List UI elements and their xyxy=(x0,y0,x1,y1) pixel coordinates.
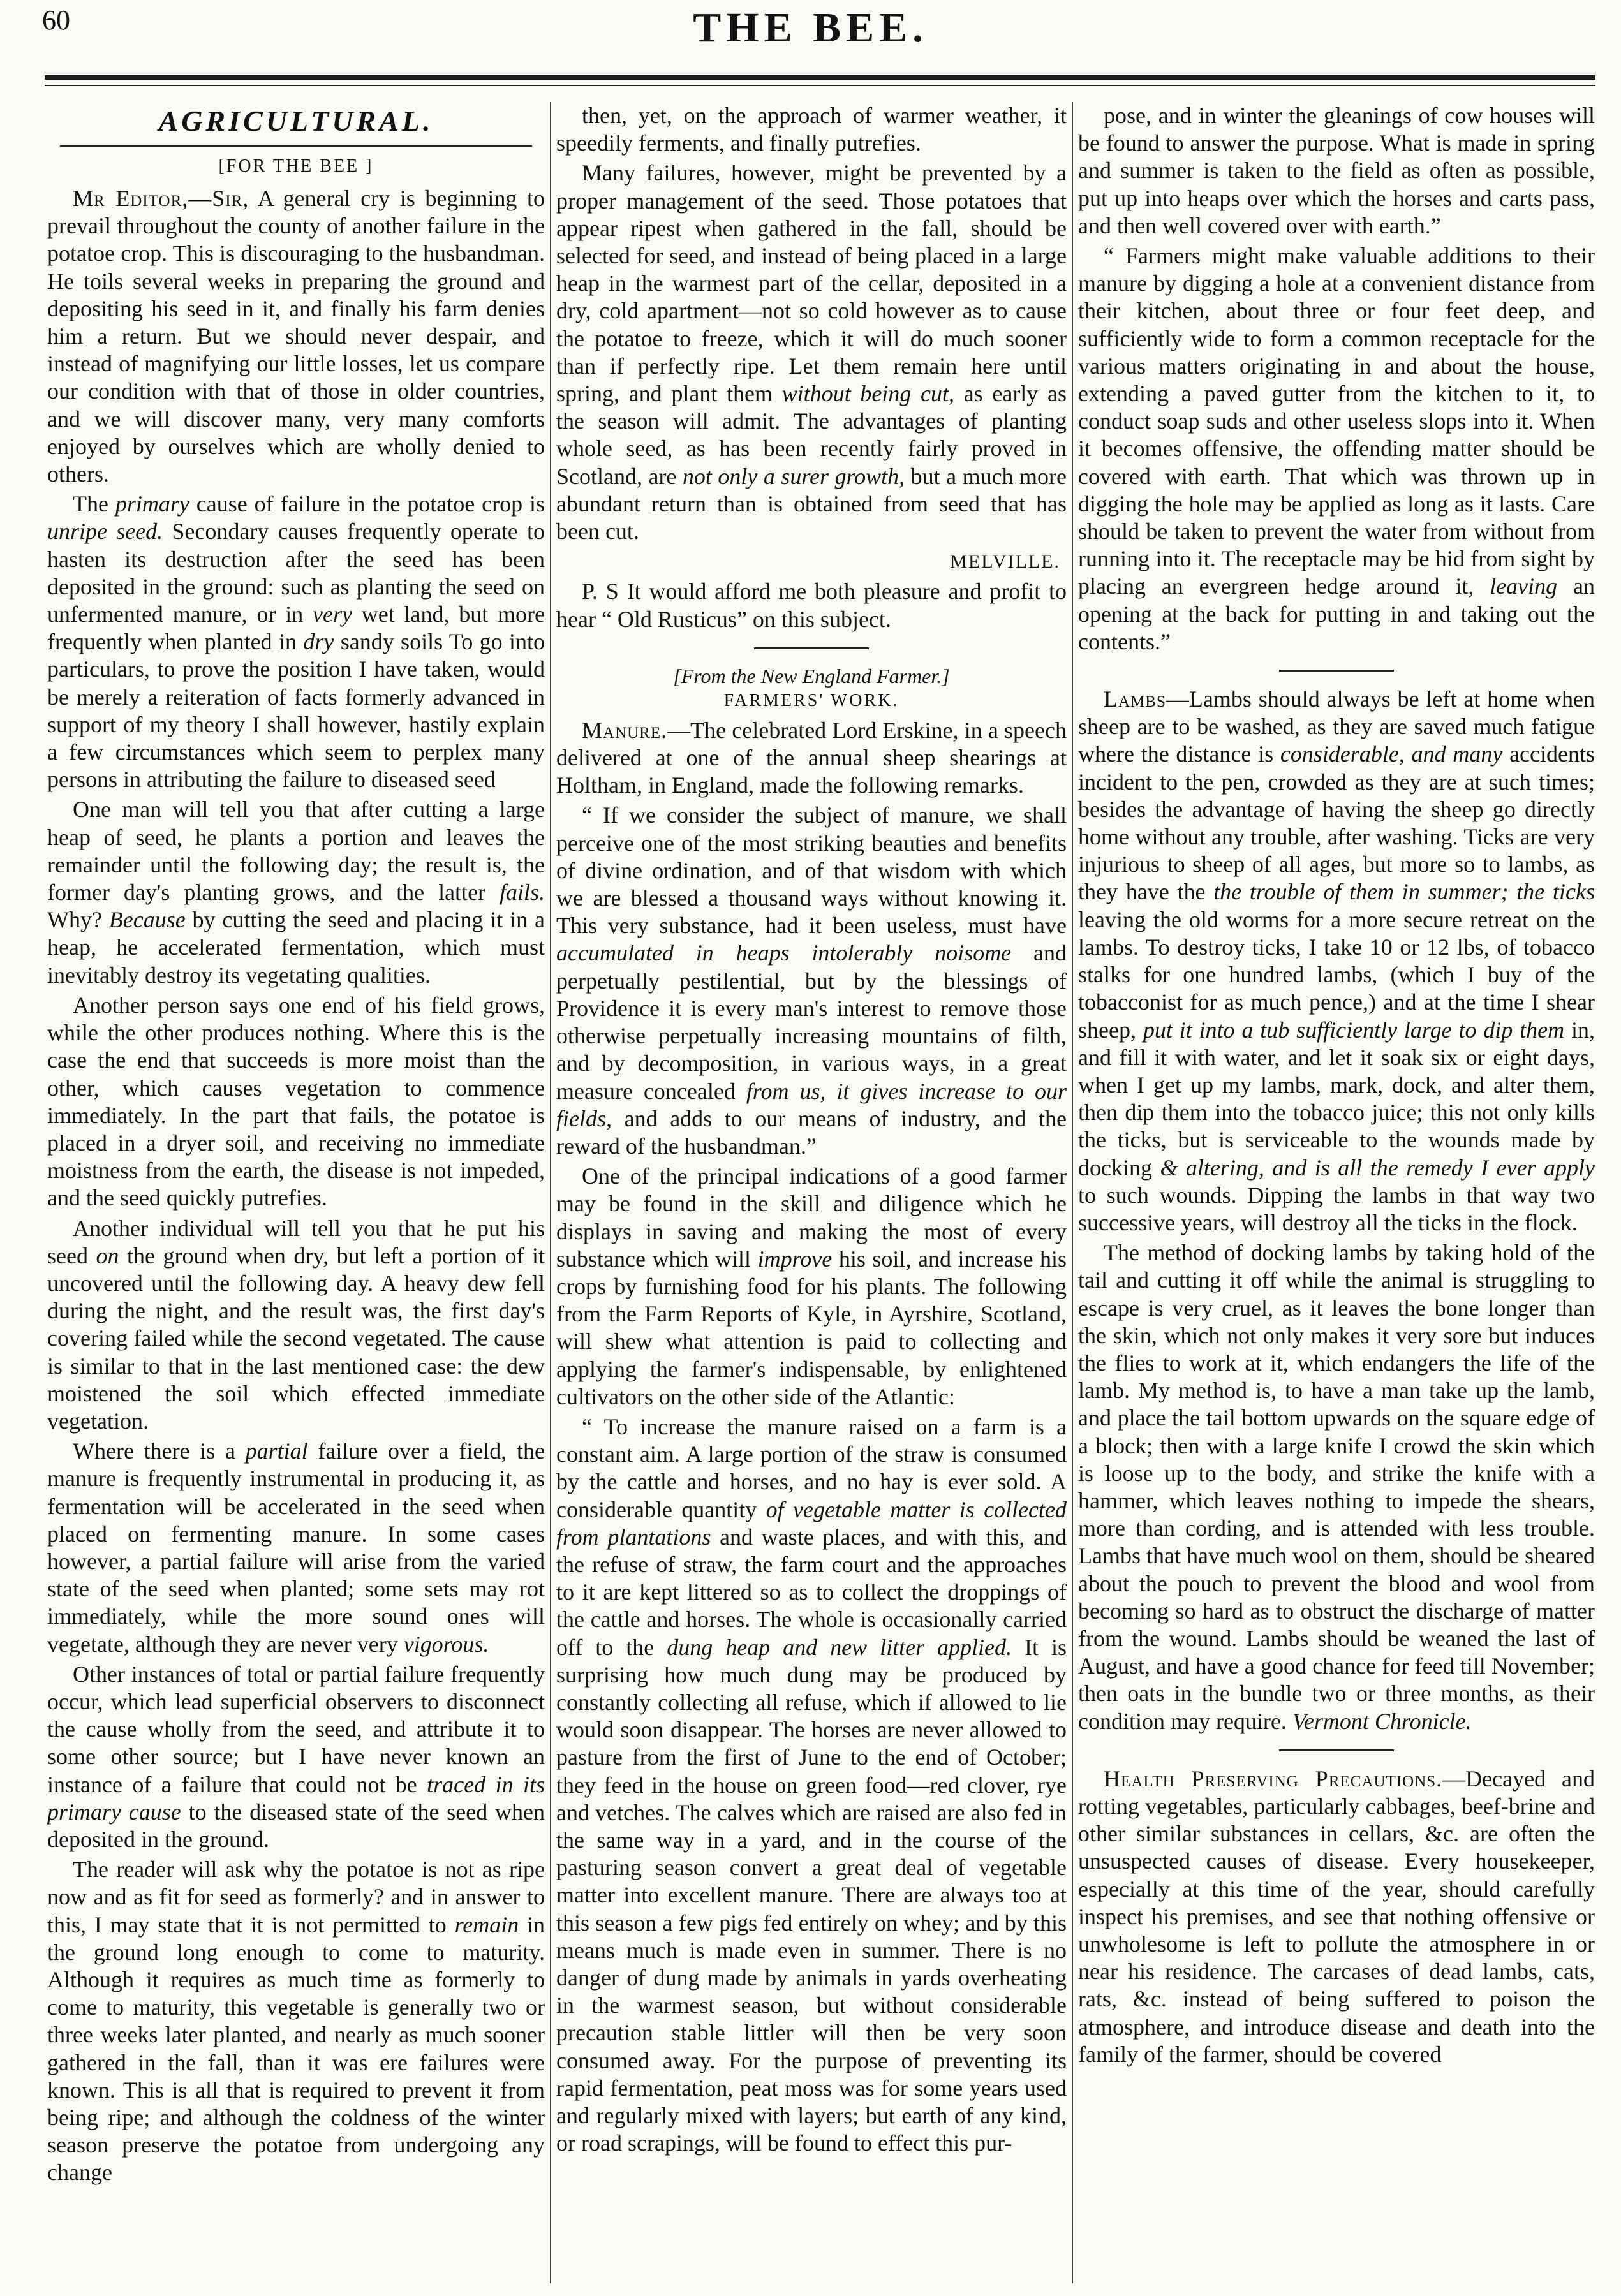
salutation: Mr Editor,—Sir, xyxy=(73,186,249,211)
page-number: 60 xyxy=(42,4,70,36)
section-title-agricultural: AGRICULTURAL. xyxy=(158,105,434,137)
article-divider xyxy=(754,647,869,649)
manure-quote-2: “ To increase the manure raised on a farm is a constant aim. A large portion of the straw is consumed by the cattle and horses, and no hay is ever sold. A considerable quantity of vegetable matter is collected from plantations and waste places, and with this, and the refuse of straw, the farm court and the approaches to it are kept littered so as to collect the droppings of the cattle and horses. The whole is occasionally carried off to the dung heap and new litter applied. It is surprising how much dung may be produced by constantly collecting all refuse, which if allowed to lie would soon disappear. The horses are never allowed to pasture from the first of June to the end of October; they feed in the house on green food—red clover, rye and vetches. The calves which are raised are also fed in the same way in a yard, and in the course of the pasturing season convert a great deal of vegetable matter into excellent manure. There are always too at this season a few pigs fed entirely on whey; and by this means much is made even in summer. There is no danger of dung made by animals in yards overheating in the warmest season, but without considerable precaution stable littler will then be very soon consumed away. For the purpose of preventing its rapid fermentation, peat moss was for some years used and regularly mixed with layers; but earth of any kind, or road scrapings, will be found to effect this pur- xyxy=(556,1413,1067,2156)
letter-paragraph-4: Another person says one end of his field grows, while the other produces nothing. Where this is the case the end that succeeds is more moist than the other, which causes vegetation to commence immediately. In the part that fails, the potatoe is placed in a dryer soil, and receiving no immediate moistness from the earth, the disease is not impeded, and the seed quickly putrefies. xyxy=(47,992,545,1211)
manure-quote-continued: pose, and in winter the gleanings of cow houses will be found to answer the purpose. What is made in spring and summer is taken to the field as often as possible, put up into heaps over which the horses and carts pass, and then well covered over with earth.” xyxy=(1078,103,1595,239)
health-paragraph: Health Preserving Precautions.—Decayed and rotting vegetables, particularly cabbages, beef-brine and other similar substances in cellars, &c. are often the unsuspected causes of disease. Every housekeeper, especially at this time of the year, should carefully inspect his premises, and see that nothing offensive or unwholesome is left to pollute the atmosphere in or near his residence. The carcases of dead lambs, cats, rats, &c. instead of being suffered to poison the atmosphere, and introduce disease and death into the family of the farmer, should be covered xyxy=(1078,1765,1595,2067)
article-divider xyxy=(1279,670,1394,672)
column-divider-1 xyxy=(550,102,551,2283)
manure-paragraph-2: One of the principal indications of a good farmer may be found in the skill and diligence which he displays in saving and making the most of every substance which will improve his soil, and increase his crops by furnishing food for his plants. The following from the Farm Reports of Kyle, in Ayrshire, Scotland, will shew what attention is paid to collecting and applying the farmer's indispensable, by enlightened cultivators on the other side of the Atlantic: xyxy=(556,1163,1067,1409)
reprint-source: [From the New England Farmer.] xyxy=(673,664,950,688)
article-credit: [FOR THE BEE ] xyxy=(218,156,374,176)
manure-quote-1: “ If we consider the subject of manure, we shall perceive one of the most striking beauties and benefits of divine ordination, and of that wisdom with which we are blessed a thousand ways without knowing it. This very substance, had it been useless, must have accumulated in heaps intolerably noisome and perpetually pestilential, but by the blessings of Providence it is every man's interest to remove those otherwise perpetually increasing mountains of filth, and by decomposition, in various ways, in a great measure concealed from us, it gives increase to our fields, and adds to our means of industry, and the reward of the husbandman.” xyxy=(556,802,1067,1159)
column-1 xyxy=(47,102,545,2283)
postscript: P. S It would afford me both pleasure and profit to hear “ Old Rusticus” on this subject. xyxy=(556,578,1067,632)
letter-paragraph-3: One man will tell you that after cutting a large heap of seed, he plants a portion and leaves the remainder until the following day; the result is, the former day's planting grows, and the latter fails. Why? Because by cutting the seed and placing it in a heap, he accelerated fermentation, which must inevitably destroy its vegetating qualities. xyxy=(47,797,545,988)
column-3 xyxy=(1078,102,1595,2283)
article-subhead: FARMERS' WORK. xyxy=(723,690,899,710)
letter-paragraph-9: then, yet, on the approach of warmer weather, it speedily ferments, and finally putrefies. xyxy=(556,103,1067,156)
manure-paragraph-1: Manure.—The celebrated Lord Erskine, in a speech delivered at one of the annual sheep shearings at Holtham, in England, made the following remarks. xyxy=(556,717,1067,798)
manure-quote-3: “ Farmers might make valuable additions to their manure by digging a hole at a convenient distance from their kitchen, about three or four feet deep, and sufficiently wide to form a common receptacle for the various matters originating in and about the house, extending a paved gutter from the kitchen to it, to conduct soap suds and other useless slops into it. When it becomes offensive, the offending matter should be covered with earth. That which was thrown up in digging the hole may be applied as long as it lasts. Care should be taken to prevent the water from without from running into it. The receptacle may be hid from sight by placing an evergreen hedge around it, leaving an opening at the back for putting in and taking out the contents.” xyxy=(1078,243,1595,654)
column-divider-2 xyxy=(1072,102,1073,2283)
masthead-rule-thin xyxy=(45,85,1595,86)
lambs-source: Vermont Chronicle. xyxy=(1292,1708,1472,1734)
letter-paragraph-6: Where there is a partial failure over a field, the manure is frequently instrumental in producing it, as fermentation will be accelerated in the seed when placed on fermenting manure. In some cases however, a partial failure will arise from the varied state of the seed when planted; some sets may rot immediately, while the more sound ones will vegetate, although they are never very vigorous. xyxy=(47,1438,545,1657)
letter-paragraph-5: Another individual will tell you that he put his seed on the ground when dry, but left a portion of it uncovered until the following day. A heavy dew fell during the night, and the result was, the first day's covering failed while the second vegetated. The cause is similar to that in the last mentioned case: the dew moistened the soil which effected immediate vegetation. xyxy=(47,1215,545,1434)
column-2 xyxy=(556,102,1067,2283)
letter-signature: MELVILLE. xyxy=(950,551,1060,573)
masthead-title: THE BEE. xyxy=(693,4,928,51)
letter-paragraph-2: The primary cause of failure in the potatoe crop is unripe seed. Secondary causes frequently operate to hasten its destruction after the seed has been deposited in the ground: such as planting the seed on unfermented manure, or in very wet land, but more frequently when planted in dry sandy soils To go into particulars, to prove the position I have taken, would be merely a reiteration of facts formerly advanced in support of my theory I shall however, hastily explain a few circumstances which seem to perplex many persons in attributing the failure to diseased seed xyxy=(47,491,545,793)
lambs-paragraph-1: Lambs—Lambs should always be left at home when sheep are to be washed, as they are saved much fatigue where the distance is considerable, and many accidents incident to the pen, crowded as they are at such times; besides the advantage of having the sheep go directly home without any trouble, after washing. Ticks are very injurious to sheep of all ages, but more so to lambs, as they have the the trouble of them in summer; the ticks leaving the old worms for a more secure retreat on the lambs. To destroy ticks, I take 10 or 12 lbs, of tobacco stalks for one hundred lambs, (which I buy of the tobacconist for as much pence,) and at the time I shear sheep, put it into a tub sufficiently large to dip them in, and fill it with water, and let it soak six or eight days, when I get up my lambs, mark, dock, and alter them, then dip them into the tobacco juice; this not only kills the ticks, but is serviceable to the wounds made by docking & altering, and is all the remedy I ever apply to such wounds. Dipping the lambs in that way two successive years, will destroy all the ticks in the flock. xyxy=(1078,686,1595,1235)
lambs-paragraph-2: The method of docking lambs by taking hold of the tail and cutting it off while the animal is struggling to escape is very cruel, as it leaves the bone longer than the skin, which not only makes it very sore but induces the flies to work at it, which endangers the life of the lamb. My method is, to have a man take up the lamb, and place the tail bottom upwards on the square edge of a block; then with a large knife I crowd the skin which is loose up to the body, and strike the knife with a hammer, which leaves nothing to impede the shears, more than cording, and is attended with less trouble. Lambs that have much wool on them, should be sheared about the pouch to prevent the blood and wool from becoming so hard as to obstruct the discharge of matter from the wound. Lambs should be weaned the last of August, and have a good chance for feed till November; then oats in the bundle two or three months, as their condition may require. Vermont Chronicle. xyxy=(1078,1240,1595,1734)
letter-paragraph-8: The reader will ask why the potatoe is not as ripe now and as fit for seed as formerly? and in answer to this, I may state that it is not permitted to remain in the ground long enough to come to maturity. Although it requires as much time as formerly to come to maturity, this vegetable is generally two or three weeks later planted, and nearly as much sooner gathered in the fall, than it was ere failures were known. This is all that is required to prevent it from being ripe; and although the coldness of the winter season preserve the potatoe from undergoing any change xyxy=(47,1857,545,2186)
article-divider xyxy=(1279,1749,1394,1751)
masthead-rule-thick xyxy=(45,75,1595,80)
section-rule xyxy=(60,145,532,147)
letter-paragraph-1: Mr Editor,—Sir, A general cry is beginning to prevail throughout the county of another failure in the potatoe crop. This is discouraging to the husbandman. He toils several weeks in preparing the ground and depositing his seed in it, and finally his farm denies him a return. But we should never despair, and instead of magnifying our little losses, let us compare our condition with that of those in older countries, and we will discover many, very many comforts enjoyed by ourselves which are wholly denied to others. xyxy=(47,186,545,487)
letter-paragraph-7: Other instances of total or partial failure frequently occur, which lead superficial observers to disconnect the cause wholly from the seed, and attribute it to some other source; but I have never known an instance of a failure that could not be traced in its primary cause to the diseased state of the seed when deposited in the ground. xyxy=(47,1661,545,1852)
letter-paragraph-10: Many failures, however, might be prevented by a proper management of the seed. Those potatoes that appear ripest when gathered in the fall, should be selected for seed, and instead of being placed in a large heap in the warmest part of the cellar, deposited in a dry, cold apartment—not so cold however as to cause the potatoe to freeze, which it will do much sooner than if perfectly ripe. Let them remain here until spring, and plant them without being cut, as early as the season will admit. The advantages of planting whole seed, as has been recently fairly proved in Scotland, are not only a surer growth, but a much more abundant return than is obtained from seed that has been cut. xyxy=(556,160,1067,545)
